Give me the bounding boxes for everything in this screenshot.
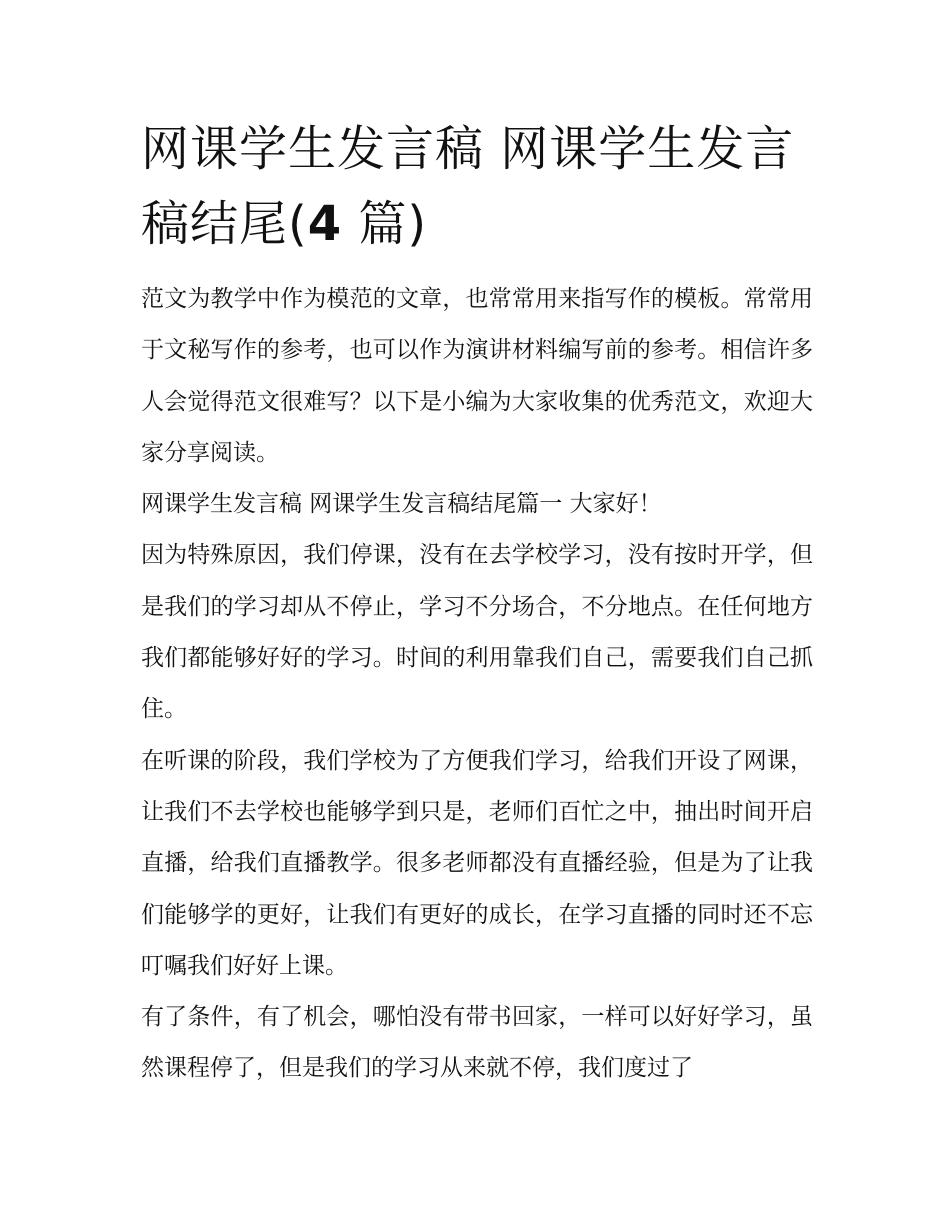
title-line-2-prefix: 稿结尾( bbox=[141, 196, 308, 252]
document-body bbox=[141, 274, 813, 1095]
body-paragraph: 有了条件，有了机会，哪怕没有带书回家，一样可以好好学习，虽然课程停了，但是我们的学习从来就不停，我们度过了 bbox=[141, 1004, 813, 1082]
intro-paragraph: 范文为教学中作为模范的文章，也常常用来指写作的模板。常常用于文秘写作的参考，也可以作为演讲材料编写前的参考。相信许多人会觉得范文很难写？以下是小编为大家收集的优秀范文，欢迎大家分享阅读。 bbox=[141, 286, 813, 466]
document-title bbox=[141, 112, 821, 262]
section-heading-paragraph: 网课学生发言稿 网课学生发言稿结尾篇一 大家好！ bbox=[141, 491, 662, 518]
title-line-2-suffix: 篇) bbox=[342, 196, 428, 252]
body-paragraph: 在听课的阶段，我们学校为了方便我们学习，给我们开设了网课，让我们不去学校也能够学到只是，老师们百忙之中，抽出时间开启直播，给我们直播教学。很多老师都没有直播经验，但是为了让我们能够学的更好，让我们有更好的成长，在学习直播的同时还不忘叮嘱我们好好上课。 bbox=[141, 747, 813, 979]
title-line-1: 网课学生发言稿 网课学生发言 bbox=[141, 121, 795, 177]
body-paragraph: 因为特殊原因，我们停课，没有在去学校学习，没有按时开学，但是我们的学习却从不停止，学习不分场合，不分地点。在任何地方我们都能够好好的学习。时间的利用靠我们自己，需要我们自己抓住。 bbox=[141, 542, 813, 723]
title-count: 4 bbox=[307, 196, 343, 252]
